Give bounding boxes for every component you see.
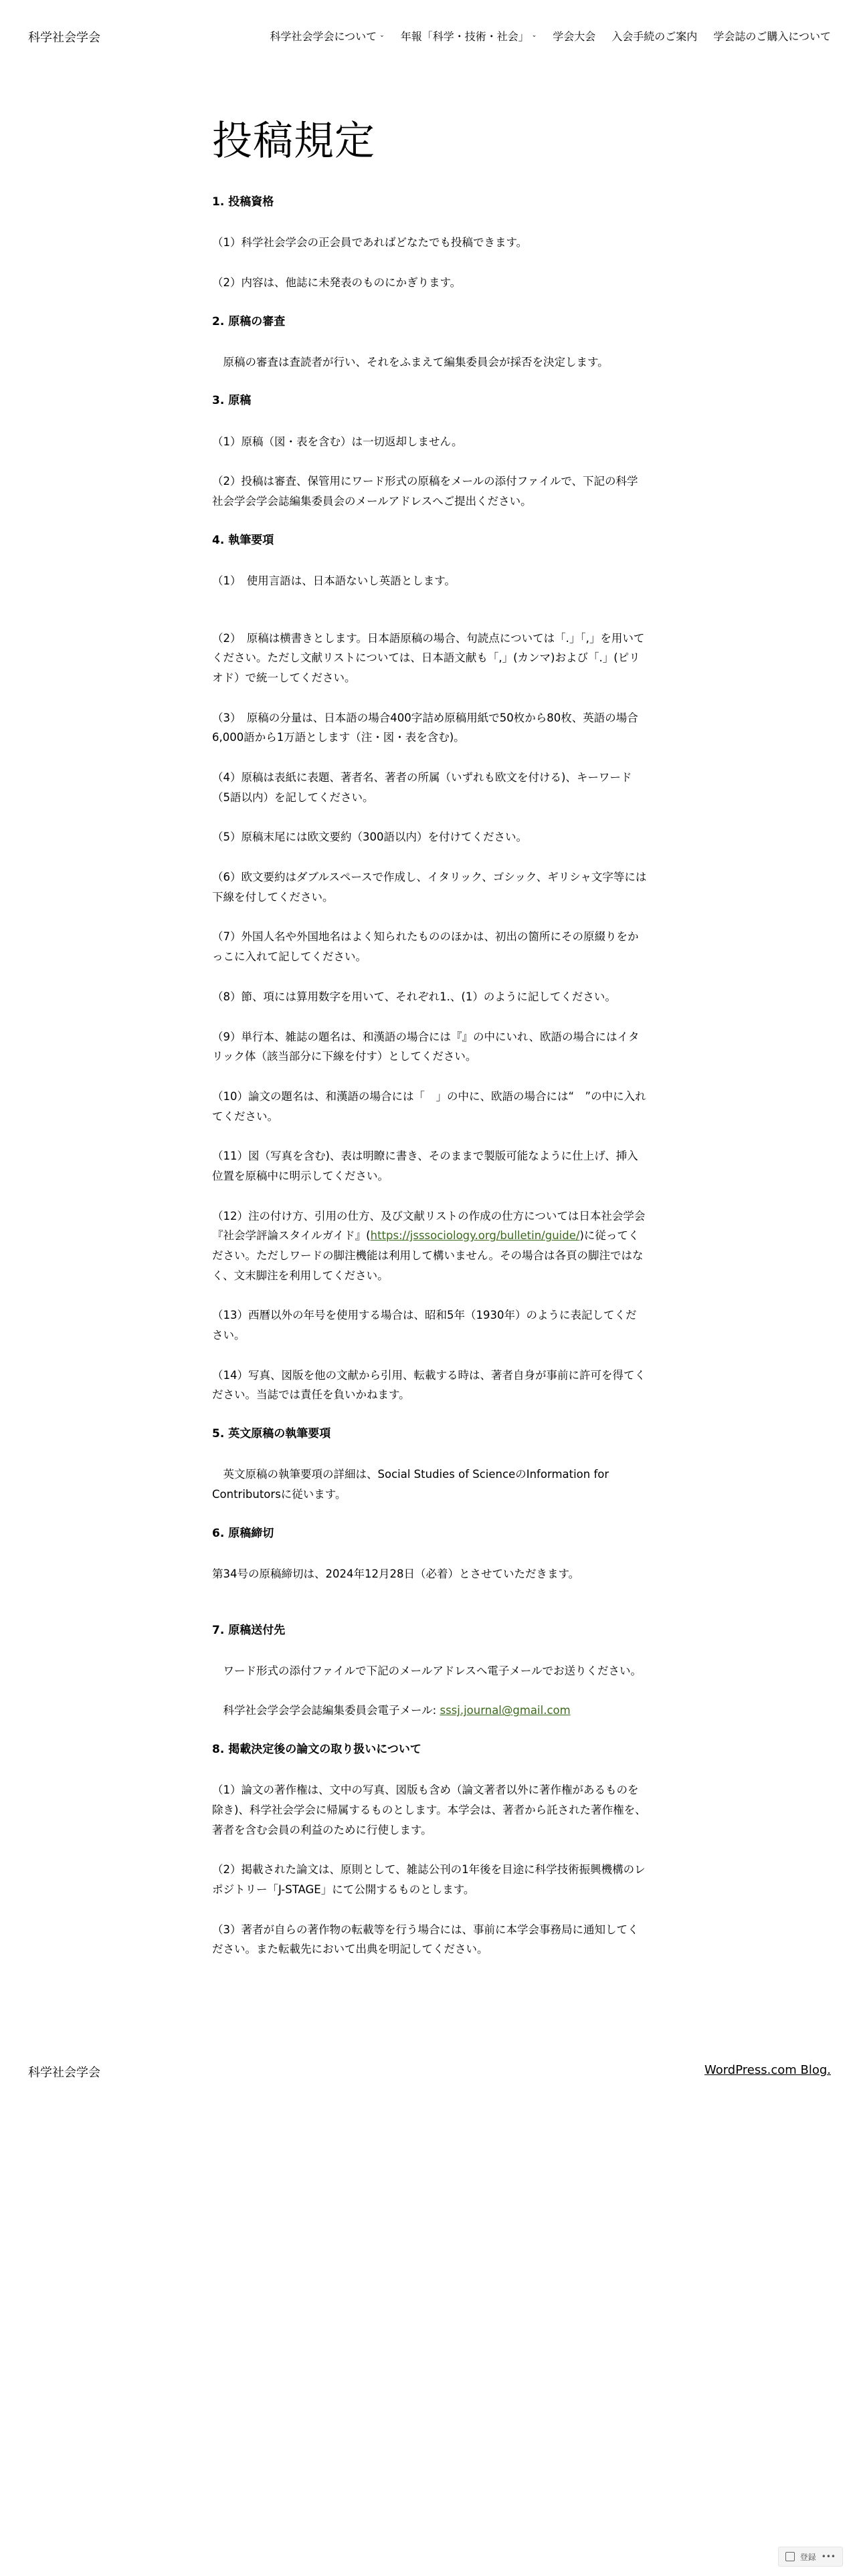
paragraph: （1）原稿（図・表を含む）は一切返却しません。: [212, 435, 463, 448]
paragraph: （7）外国人名や外国地名はよく知られたもののほかは、初出の箇所にその原綴りをかっこに入れて記してください。: [212, 930, 639, 964]
email-link[interactable]: sssj.journal@gmail.com: [440, 1704, 571, 1717]
paragraph: ワード形式の添付ファイルで下記のメールアドレスへ電子メールでお送りください。: [212, 1664, 642, 1677]
footer-site-title-link[interactable]: 科学社会学会: [28, 2066, 100, 2080]
nav-item-membership[interactable]: [611, 28, 697, 43]
paragraph: （13）西暦以外の年号を使用する場合は、昭和5年（1930年）のように表記してください。: [212, 1309, 637, 1342]
site-footer: [0, 2063, 859, 2090]
spacer: [212, 1604, 647, 1622]
section-heading: 1. 投稿資格: [212, 195, 274, 209]
nav-item-conference[interactable]: [553, 28, 595, 43]
section-heading: 5. 英文原稿の執筆要項: [212, 1427, 331, 1441]
paragraph: 第34号の原稿締切は、2024年12月28日（必着）とさせていただきます。: [212, 1567, 580, 1580]
paragraph-text: （12）注の付け方、引用の仕方、及び文献リストの作成の仕方については日本社会学会『社会学評論スタイルガイド』(: [212, 1209, 646, 1243]
nav-item-label: 科学社会学会について: [270, 30, 377, 43]
paragraph: （2）投稿は審査、保管用にワード形式の原稿をメールの添付ファイルで、下記の科学社会学会学会誌編集委員会のメールアドレスへご提出ください。: [212, 475, 638, 508]
paragraph: （9）単行本、雑誌の題名は、和漢語の場合には『』の中にいれ、欧語の場合にはイタリック体（該当部分に下線を付す）としてください。: [212, 1030, 640, 1063]
paragraph: （2）掲載された論文は、原則として、雑誌公刊の1年後を目途に科学技術振興機構のレポジトリー「J-STAGE」にて公開するものとします。: [212, 1863, 646, 1897]
paragraph: （1）論文の著作権は、文中の写真、図版も含め（論文著者以外に著作権があるものを除き)、科学社会学会に帰属するものとします。本学会は、著者から託された著作権を、著者を含む会員の利益のために行使します。: [212, 1784, 646, 1836]
nav-item-about[interactable]: [270, 28, 384, 43]
paragraph: （10）論文の題名は、和漢語の場合には「 」の中に、欧語の場合には“ ”の中に入れてください。: [212, 1089, 646, 1123]
paragraph: （2）内容は、他誌に未発表のものにかぎります。: [212, 276, 462, 289]
nav-item-label: 学会誌のご購入について: [713, 30, 831, 43]
paragraph: （14）写真、図版を他の文献から引用、転載する時は、著者自身が事前に許可を得てください。当誌では責任を負いかねます。: [212, 1368, 646, 1402]
nav-item-label: 学会大会: [553, 30, 596, 43]
paragraph: （2） 原稿は横書きとします。日本語原稿の場合、句読点については「.」「,」を用いてください。ただし文献リストについては、日本語文献も「,」(カンマ)および「.」(ピリオド）で統一してください。: [212, 631, 645, 684]
spacer: [212, 611, 647, 629]
footer-credit-link[interactable]: WordPress.com Blog.: [704, 2063, 831, 2077]
main-navigation: [270, 28, 831, 43]
section-heading: 6. 原稿締切: [212, 1526, 274, 1540]
paragraph-text: 科学社会学会学会誌編集委員会電子メール:: [212, 1704, 440, 1717]
wordpress-icon: [785, 2552, 795, 2561]
main-content: [212, 117, 647, 1979]
page-title: 投稿規定: [212, 118, 375, 165]
paragraph: （1） 使用言語は、日本語ないし英語とします。: [212, 574, 456, 587]
subscribe-widget: [778, 2547, 843, 2567]
paragraph: （1）科学社会学会の正会員であればどなたでも投稿できます。: [212, 236, 528, 249]
nav-item-label: 入会手続のご案内: [611, 30, 698, 43]
subscribe-button[interactable]: 登録: [799, 2552, 816, 2562]
paragraph: 原稿の審査は査読者が行い、それをふまえて編集委員会が採否を決定します。: [212, 355, 609, 368]
paragraph: 英文原稿の執筆要項の詳細は、Social Studies of ScienceのInformation for Contributorsに従います。: [212, 1468, 609, 1501]
paragraph: （11）図（写真を含む)、表は明瞭に書き、そのままで製版可能なように仕上げ、挿入位置を原稿中に明示してください。: [212, 1150, 638, 1182]
nav-item-journal-purchase[interactable]: [713, 28, 831, 43]
paragraph: （3）著者が自らの著作物の転載等を行う場合には、事前に本学会事務局に通知してください。また転載先において出典を明記してください。: [212, 1923, 639, 1956]
paragraph-text: )に従ってください。ただしワードの脚注機能は利用して構いません。その場合は各頁の脚注ではなく、文末脚注を利用してください。: [212, 1229, 644, 1282]
paragraph: （6）欧文要約はダブルスペースで作成し、イタリック、ゴシック、ギリシャ文字等には下線を付してください。: [212, 871, 647, 903]
paragraph-email: [212, 1701, 647, 1721]
section-heading: 7. 原稿送付先: [212, 1623, 286, 1637]
section-heading: 2. 原稿の審査: [212, 314, 286, 328]
paragraph: （5）原稿末尾には欧文要約（300語以内）を付けてください。: [212, 831, 527, 844]
chevron-down-icon: ⌄: [531, 32, 537, 39]
nav-item-annual-report[interactable]: [401, 28, 537, 43]
chevron-down-icon: ⌄: [379, 32, 385, 39]
paragraph-style-guide: [212, 1206, 647, 1286]
more-options-button[interactable]: •••: [821, 2552, 836, 2561]
nav-item-label: 年報「科学・技術・社会」: [400, 30, 529, 43]
paragraph: （3） 原稿の分量は、日本語の場合400字詰め原稿用紙で50枚から80枚、英語の場合6,000語から1万語とします（注・図・表を含む)。: [212, 711, 638, 744]
site-title-link[interactable]: 科学社会学会: [28, 31, 100, 45]
site-header: [0, 0, 859, 74]
paragraph: （4）原稿は表紙に表題、著者名、著者の所属（いずれも欧文を付ける)、キーワード（5語以内）を記してください。: [212, 771, 632, 804]
section-heading: 4. 執筆要項: [212, 533, 274, 547]
section-heading: 8. 掲載決定後の論文の取り扱いについて: [212, 1743, 421, 1757]
paragraph: （8）節、項には算用数字を用いて、それぞれ1.、(1）のように記してください。: [212, 990, 616, 1003]
style-guide-link[interactable]: https://jsssociology.org/bulletin/guide/: [370, 1229, 580, 1243]
section-heading: 3. 原稿: [212, 394, 252, 408]
